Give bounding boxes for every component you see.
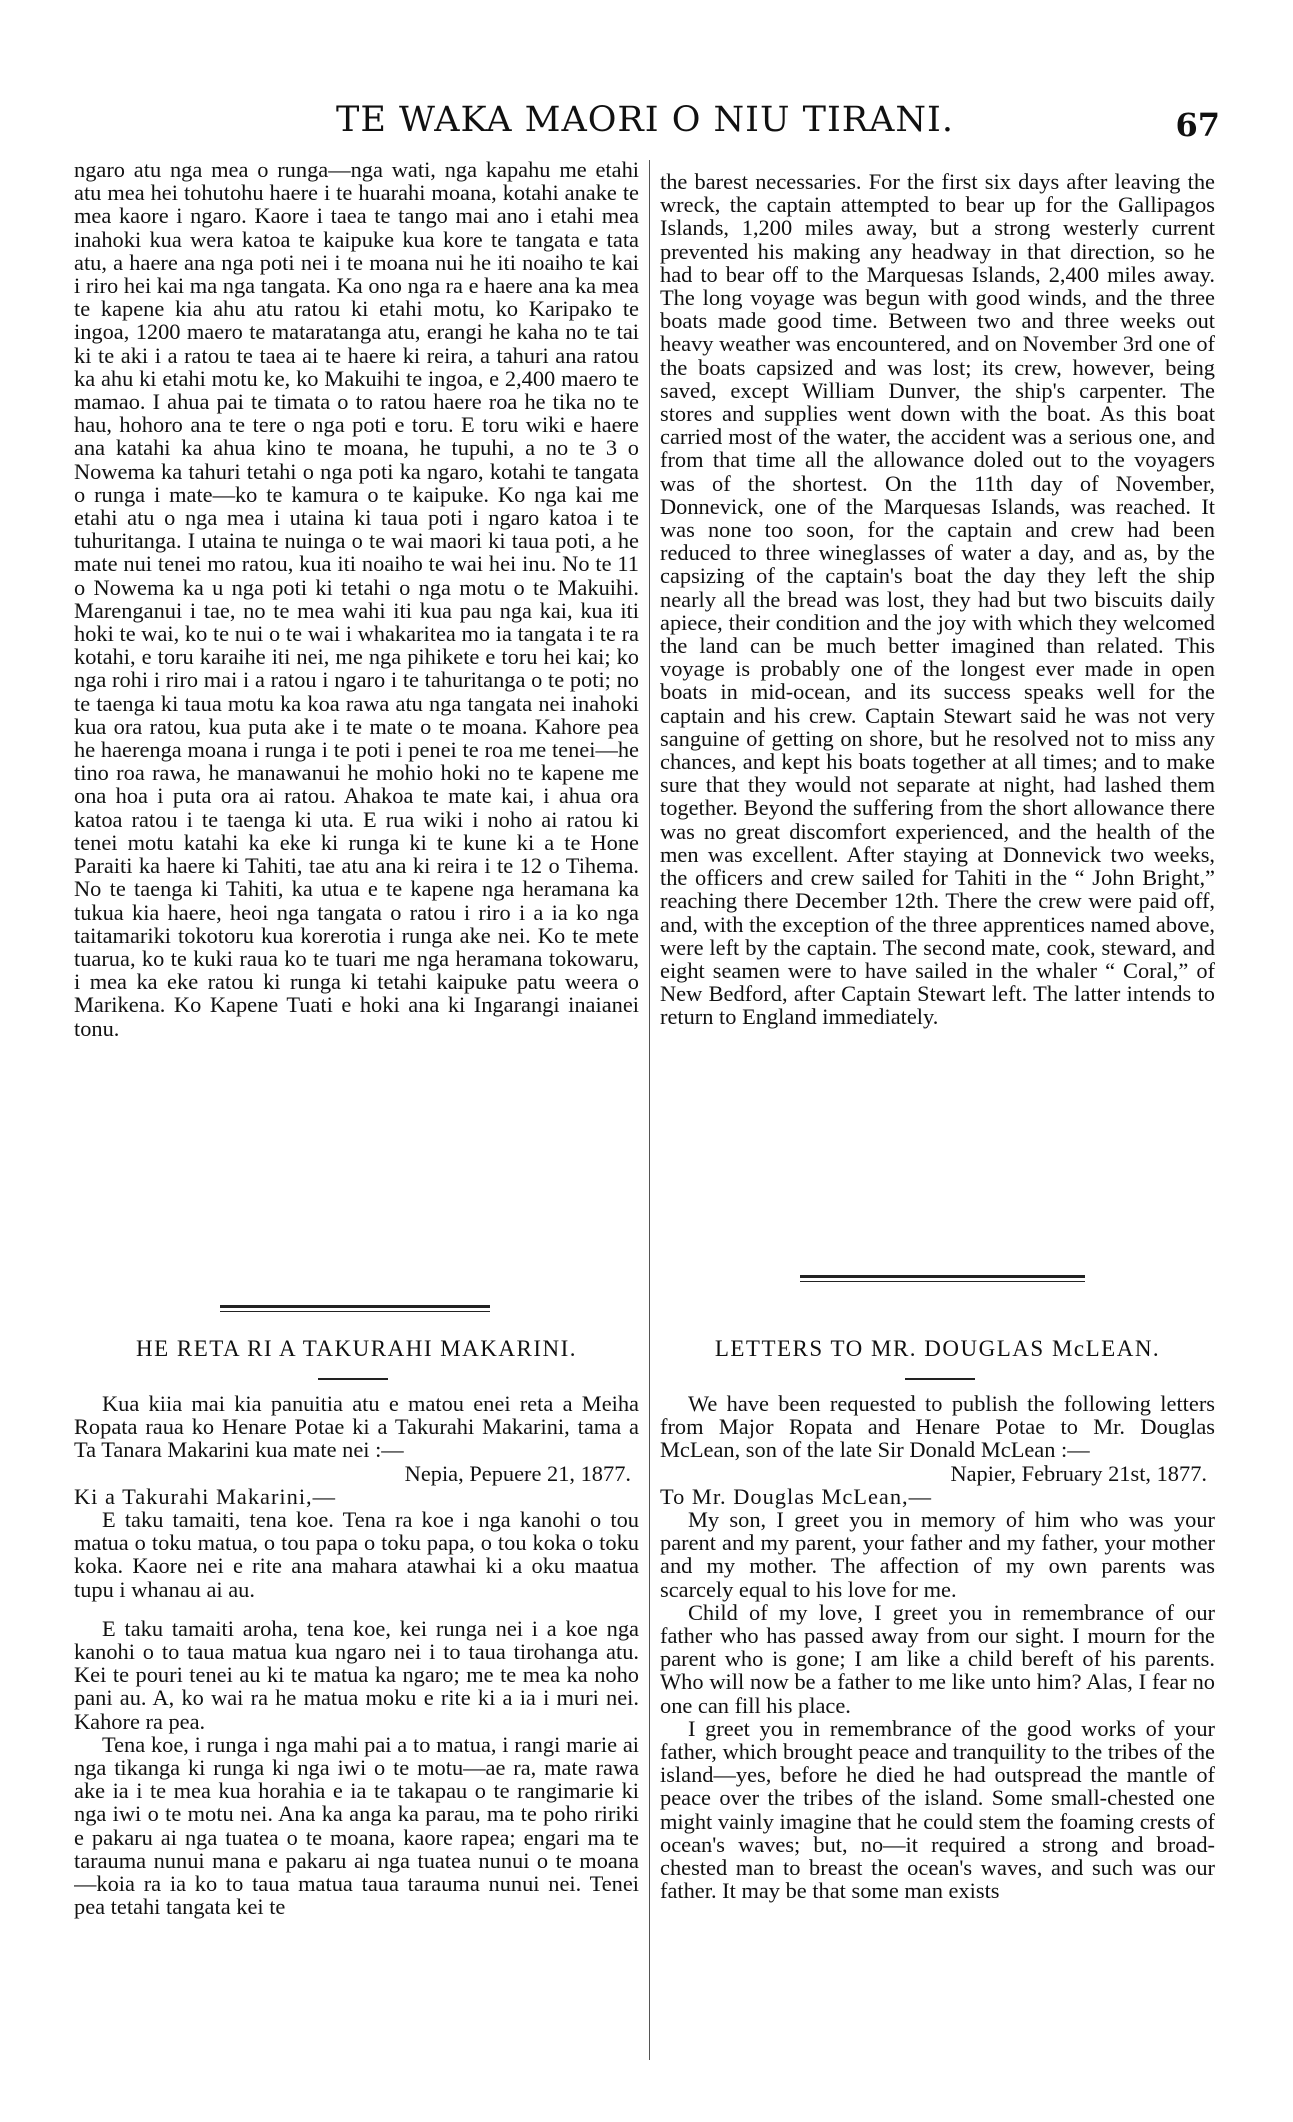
letter-paragraph: Child of my love, I greet you in remembrance of our father who has passed away from our sight. I mourn for the parent who is gone; I am like a child bereft of his parents. Who will now be a father to me like unto him? Alas, I fear no one can fill his place. — [660, 1599, 1215, 1718]
newspaper-title: TE WAKA MAORI O NIU TIRANI. — [335, 100, 955, 140]
maori-article — [74, 158, 639, 1303]
letter-salutation: To Mr. Douglas McLean,— — [660, 1483, 933, 1509]
article-paragraph: the barest necessaries. For the first six days after leaving the wreck, the captain attempted to bear up for the Gallipagos Islands, 1,200 miles away, but a strong westerly current prevented his making any headway in that direction, so he had to bear off to the Marquesas Islands, 2,400 miles away. The long voyage was begun with good winds, and the three boats made good time. Between two and three weeks out heavy weather was encountered, and on November 3rd one of the boats capsized and was lost; its crew, however, being saved, except William Dunver, the ship's carpenter. The stores and supplies went down with the boat. As this boat carried most of the water, the accident was a serious one, and from that time all the allowance doled out to the voyagers was of the shortest. On the 11th day of November, Donnevick, one of the Marquesas Islands, was reached. It was none too soon, for the captain and crew had been reduced to three wineglasses of water a day, and as, by the capsizing of the captain's boat the day they left the ship nearly all the bread was lost, they had but two biscuits daily apiece, their condition and the joy with which they welcomed the land can be much better imagined than related. This voyage is probably one of the longest ever made in open boats in mid-ocean, and its success speaks well for the captain and his crew. Captain Stewart said he was not very sanguine of getting on shore, but he resolved not to miss any chances, and kept his boats together at all times; and to make sure that they would not separate at night, had lashed them together. Beyond the suffering from the short allowance there was no great discomfort experienced, and the health of the men was excellent. After staying at Donnevick two weeks, the officers and crew sailed for Tahiti in the “ John Bright,” reaching there December 12th. There the crew were paid off, and, with the exception of the three apprentices named above, were left by the captain. The second mate, cook, steward, and eight seamen were to have sailed in the whaler “ Coral,” of New Bedford, after Captain Stewart left. The latter intends to return to England immediately. — [660, 170, 1215, 1030]
letter-paragraph: I greet you in remembrance of the good works of your father, which brought peace and tranquility to the tribes of the island—yes, before he died he had outspread the mantle of peace over the tribes of the island. Some small-chested one might vainly imagine that he could stem the foaming crests of ocean's waves; but, no—it required a strong and broad-chested man to breast the ocean's waves, and such was our father. It may be that some man exists — [660, 1715, 1215, 1904]
maori-letter — [74, 1392, 639, 2092]
letter-paragraph: My son, I greet you in memory of him who was your parent and my parent, your father and my father, your mother and my mother. The affection of my own parents was scarcely equal to his love for me. — [660, 1507, 1215, 1602]
article-paragraph: ngaro atu nga mea o runga—nga wati, nga kapahu me etahi atu mea hei tohutohu haere i te huarahi moana, kotahi anake te mea kaore i ngaro. Kaore i taea te tango mai ano i etahi mea inahoki kua wera katoa te kaipuke kua kore te tangata e tata atu, a haere ana nga poti nei i te moana nui he iti noaiho te kai i riro hei kai ma nga tangata. Ka ono nga ra e haere ana ka mea te kapene kia ahu atu ratou ki etahi motu, ko Karipako te ingoa, 1200 maero te mataratanga atu, erangi he kaha no te tai ki te aki i a ratou te taea ai te haere ki reira, a tahuri ana ratou ka ahu ki etahi motu ke, ko Makuihi te ingoa, e 2,400 maero te mamao. I ahua pai te timata o to ratou haere roa he tika no te hau, hohoro ana te tere o nga poti e toru. E toru wiki e haere ana katahi ka ahua kino te moana, he tupuhi, a no te 3 o Nowema ka tahuri tetahi o nga poti ka ngaro, kotahi te tangata o runga i mate—ko te kamura o te kaipuke. Ko nga kai me etahi atu o nga mea i utaina ki taua poti i ngaro katoa i te tuhuritanga. I utaina te nuinga o te wai maori ki taua poti, a he mate nui tenei mo ratou, kua iti noaiho te wai hei inu. No te 11 o Nowema ka u nga poti ki tetahi o nga motu o te Makuihi. Marenganui i tae, no te mea wahi iti kua pau nga kai, kua iti hoki te wai, ko te nui o te wai i whakaritea mo ia tangata i te ra kotahi, e toru karaihe iti nei, me nga pihikete e toru hei kai; ko nga rohi i riro mai i a ratou i ngaro i te tahuritanga o te poti; no te taenga ki taua motu ka koa rawa atu nga tangata nei inahoki kua ora ratou, kua puta ake i te mate o te moana. Kahore pea he haerenga moana i runga i te poti i penei te roa me tenei—he tino roa rawa, he manawanui he mohio hoki no te kapene me ona hoa i puta ora ai ratou. Ahakoa te mate kai, i ahua ora katoa ratou i te taenga ki uta. E rua wiki i noho ai ratou ki tenei motu katahi ka eke ki runga ki te kune ki a te Hone Paraiti ka haere ki Tahiti, tae atu ana ki reira i te 12 o Tihema. No te taenga ki Tahiti, ka utua e te kapene nga heramana ka tukua kia haere, heoi nga tangata o ratou i riro i a ia ko nga taitamariki tokotoru kua korerotia i runga ake nei. Ko te mete tuarua, ko te kuki raua ko te tuari me nga heramana tokowaru, i mea ka eke ratou ki runga ki tetahi kaipuke patu weera o Marikena. Ko Kapene Tuati e hoki ana ki Ingarangi inaianei tonu. — [74, 158, 639, 1041]
maori-letter-heading: HE RETA RI A TAKURAHI MAKARINI. — [135, 1336, 578, 1361]
ornamental-rule — [220, 1305, 490, 1315]
heading-rule — [905, 1378, 975, 1380]
ornamental-rule — [800, 1275, 1085, 1285]
column-divider — [649, 160, 650, 2060]
heading-rule — [318, 1378, 388, 1380]
letter-intro: We have been requested to publish the following letters from Major Ropata and Henare Potae to Mr. Douglas McLean, son of the late Sir Donald McLean :— — [660, 1392, 1215, 1463]
english-article — [660, 170, 1215, 1215]
letter-paragraph: E taku tamaiti aroha, tena koe, kei runga nei i a koe nga kanohi o to taua matua kua ngaro nei i to taua tirohanga atu. Kei te pouri tenei au ki te matua ka ngaro; me te mea ka noho pani au. A, ko wai ra he matua moku e rite ki a ia i muri nei. Kahore ra pea. — [74, 1615, 639, 1734]
letter-dateline: Napier, February 21st, 1877. — [950, 1460, 1207, 1486]
letter-salutation: Ki a Takurahi Makarini,— — [74, 1483, 337, 1509]
running-head — [70, 96, 1220, 146]
letter-paragraph: E taku tamaiti, tena koe. Tena ra koe i nga kanohi o tou matua o toku matua, o tou papa o toku papa, o tou koka o toku koka. Kaore nei e rite ana mahara atawhai ki a oku maatua tupu i whanau ai au. — [74, 1507, 639, 1602]
letter-paragraph: Tena koe, i runga i nga mahi pai a to matua, i rangi marie ai nga tikanga ki runga ki nga iwi o te motu—ae ra, mate rawa ake ia i te mea kua horahia e ia te takapau o te rangimarie ki nga iwi o te motu nei. Ana ka anga ka parau, ma te poho ririki e pakaru ai nga tuatea o te moana, kaore rapea; engari ma te tarauma nunui mana e pakaru ai nga tuatea nunui o te moana—koia ra ia ko to taua matua taua tarauma nunui nei. Tenei pea tetahi tangata kei te — [74, 1731, 639, 1920]
letter-intro: Kua kiia mai kia panuitia atu e matou enei reta a Meiha Ropata raua ko Henare Potae ki a Takurahi Makarini, tama a Ta Tanara Makarini kua mate nei :— — [74, 1392, 639, 1463]
english-letter-heading: LETTERS TO MR. DOUGLAS McLEAN. — [714, 1336, 1161, 1361]
page-number: 67 — [1175, 106, 1220, 144]
letter-dateline: Nepia, Pepuere 21, 1877. — [404, 1460, 631, 1486]
english-letter — [660, 1392, 1215, 2092]
